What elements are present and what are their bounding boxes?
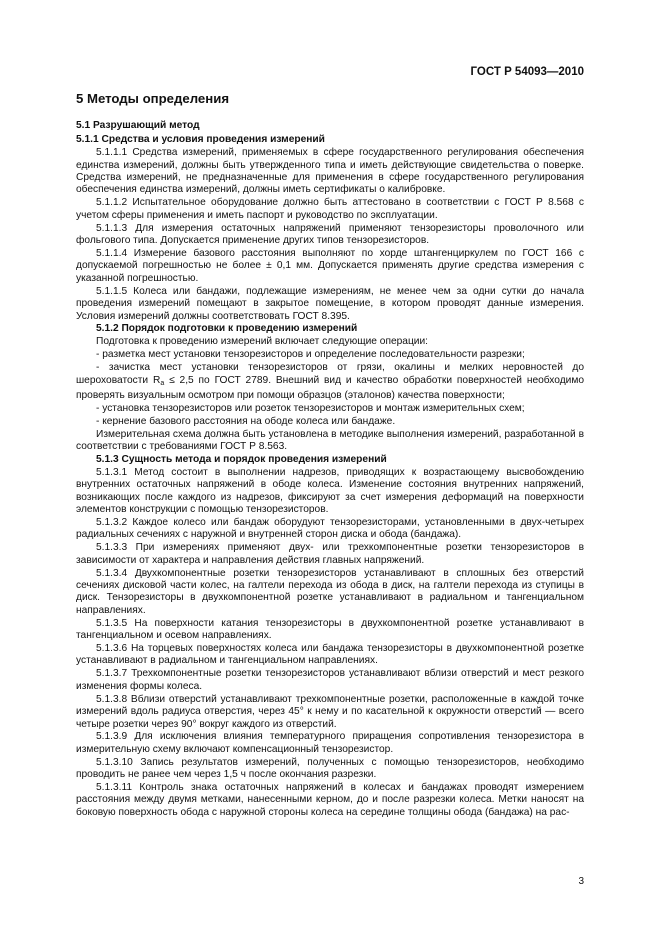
paragraph-5113: 5.1.1.3 Для измерения остаточных напряжений применяют тензорезисторы проволочного или фольгового типа. Допускается применение других типов тензорезисторов. xyxy=(76,222,584,247)
paragraph-5138: 5.1.3.8 Вблизи отверстий устанавливают трехкомпонентные розетки, расположенные в каждой точке измерений вдоль радиуса отверстия, через 45° к нему и по касательной к окружности отверстий — всего четыре розетки через 90° вокруг каждого из отверстий. xyxy=(76,693,584,730)
paragraph-5139: 5.1.3.9 Для исключения влияния температурного приращения сопротивления тензорезистора в измерительную схему включают компенсационный тензорезистор. xyxy=(76,731,584,755)
list-item: - установка тензорезисторов или розеток тензорезисторов и монтаж измерительных схем; xyxy=(96,402,525,414)
clause-title-512: 5.1.2 Порядок подготовки к проведению измерений xyxy=(96,323,358,335)
section-title: 5 Методы определения xyxy=(76,91,230,106)
list-item: - кернение базового расстояния на ободе колеса или бандаже. xyxy=(96,415,396,427)
list-item: - разметка мест установки тензорезисторов и определение последовательности разрезки; xyxy=(96,349,525,361)
list-item-text-b: ≤ 2,5 по ГОСТ 2789. Внешний вид и качество обработки поверхностей необходимо проверять визуальным осмотром при помощи образцов (эталонов) качества поверхности; xyxy=(76,374,585,401)
document-body xyxy=(76,93,584,820)
paragraph-512-intro: Подготовка к проведению измерений включает следующие операции: xyxy=(96,336,429,348)
paragraph-5131: 5.1.3.1 Метод состоит в выполнении надрезов, приводящих к возрастающему высвобождению внутренних остаточных напряжений в ободе колеса. Изменение состояния внутренних напряжений, возникающих после каждого из надрезов, фиксируют за счет измерения деформаций на поверхности элементов конструкции с помощью тензорезисторов. xyxy=(76,466,584,516)
paragraph-5132: 5.1.3.2 Каждое колесо или бандаж оборудуют тензорезисторами, установленными в двух-четырех радиальных сечениях с наружной и внутренней сторон диска и обода (бандажа). xyxy=(76,517,584,541)
list-item-text-a: - зачистка мест установки тензорезисторов от грязи, окалины и мелких неровностей до шероховатости R xyxy=(76,362,584,386)
paragraph-512-note: Измерительная схема должна быть установлена в методике выполнения измерений, разработанной в соответствии с требованиями ГОСТ Р 8.563. xyxy=(76,428,584,453)
paragraph-5115: 5.1.1.5 Колеса или бандажи, подлежащие измерениям, не менее чем за одни сутки до начала проведения измерений помещают в закрытое помещение, в котором проводят данные измерения. Условия измерений должны соответствовать ГОСТ 8.395. xyxy=(76,285,584,322)
document-code: ГОСТ Р 54093—2010 xyxy=(470,66,584,78)
list-item xyxy=(76,362,584,402)
subsection-title: 5.1 Разрушающий метод xyxy=(76,120,200,132)
paragraph-5137: 5.1.3.7 Трехкомпонентные розетки тензорезисторов устанавливают вблизи отверстий и мест резкого изменения формы колеса. xyxy=(76,668,584,692)
paragraph-5136: 5.1.3.6 На торцевых поверхностях колеса или бандажа тензорезисторы в двухкомпонентной розетке устанавливают в радиальном и тангенциальном направлениях. xyxy=(76,643,584,667)
paragraph-5135: 5.1.3.5 На поверхности катания тензорезисторы в двухкомпонентной розетке устанавливают в тангенциальном и осевом направлениях. xyxy=(76,617,584,642)
paragraph-5133: 5.1.3.3 При измерениях применяют двух- или трехкомпонентные розетки тензорезисторов в зависимости от характера и направления действия главных напряжений. xyxy=(76,542,584,566)
paragraph-5114: 5.1.1.4 Измерение базового расстояния выполняют по хорде штангенциркулем по ГОСТ 166 с допускаемой погрешностью не более ± 0,1 мм. Допускается применять другие средства измерения с указанной погрешностью. xyxy=(76,247,584,284)
clause-title-513: 5.1.3 Сущность метода и порядок проведения измерений xyxy=(96,453,387,465)
roughness-subscript: a xyxy=(160,379,165,387)
clause-title-511: 5.1.1 Средства и условия проведения измерений xyxy=(76,133,325,145)
page-number: 3 xyxy=(578,876,584,887)
paragraph-51310: 5.1.3.10 Запись результатов измерений, полученных с помощью тензорезисторов, необходимо проводить не ранее чем через 1,5 ч после окончания разрезки. xyxy=(76,756,584,781)
paragraph-5112: 5.1.1.2 Испытательное оборудование должно быть аттестовано в соответствии с ГОСТ Р 8.568 с учетом сферы применения и иметь паспорт и руководство по эксплуатации. xyxy=(76,197,584,221)
paragraph-5134: 5.1.3.4 Двухкомпонентные розетки тензорезисторов устанавливают в сплошных без отверстий сечениях дисковой части колес, на галтели перехода из обода в диск, на галтели перехода из ступицы в диск. Тензорезисторы в двухкомпонентной розетке устанавливают в радиальном и тангенциальном направлениях. xyxy=(76,567,584,616)
paragraph-51311: 5.1.3.11 Контроль знака остаточных напряжений в колесах и бандажах проводят измерением расстояния между двумя метками, нанесенными керном, до и после разрезки колеса. Метки наносят на боковую поверхность обода с наружной стороны колеса на середине толщины обода (бандажа) на рас- xyxy=(76,782,584,818)
paragraph-5111: 5.1.1.1 Средства измерений, применяемых в сфере государственного регулирования обеспечения единства измерений, должны быть утвержденного типа и иметь действующие свидетельства о поверке. Средства измерений, не предназначенные для применения в сфере государственного регулирования обеспечения единства измерений, должны иметь сертификаты о калибровке. xyxy=(76,147,584,196)
